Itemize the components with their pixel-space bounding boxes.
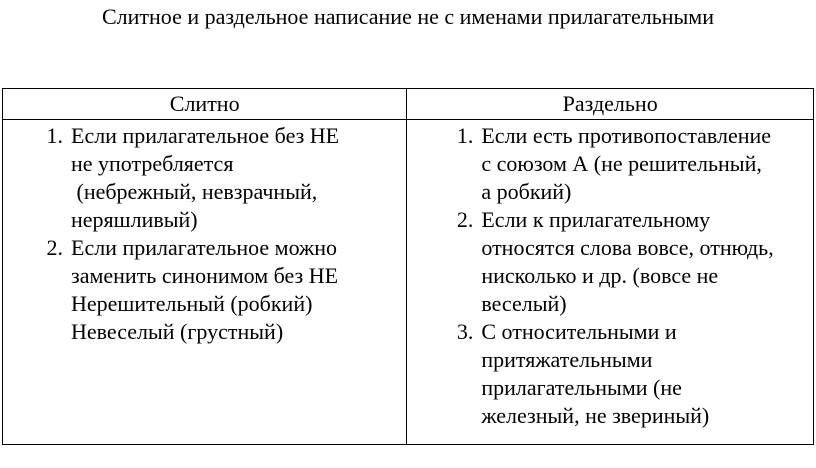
list-item [3, 122, 406, 234]
item-number: 2. [46, 235, 63, 260]
header-row [3, 89, 814, 120]
item-number: 1. [46, 123, 63, 148]
item-text-line: С относительными и [481, 319, 677, 344]
item-text-line: Если есть противопоставление [481, 123, 772, 148]
item-number: 2. [456, 207, 474, 232]
item-text-line: Если прилагательное без НЕ [71, 123, 340, 148]
item-text-line: железный, не звериный) [481, 403, 710, 428]
item-text-line: неряшливый) [71, 207, 198, 232]
item-number: 1. [456, 123, 474, 148]
item-text-line: Если прилагательное можно [71, 235, 338, 260]
item-text-line: а робкий) [481, 179, 572, 204]
item-text-line: (небрежный, невзрачный, [71, 179, 318, 204]
item-text-line: веселый) [481, 291, 567, 316]
item-text-line: заменить синонимом без НЕ [71, 263, 339, 288]
column-header-together: Слитно [3, 89, 407, 120]
item-text-line: прилагательными (не [481, 375, 682, 400]
page-title: Слитное и раздельное написание не с именами прилагательными [101, 4, 714, 29]
list-item [407, 206, 813, 318]
rules-row [3, 120, 814, 445]
list-item [407, 122, 813, 206]
item-number: 3. [456, 319, 474, 344]
column-header-separate: Раздельно [407, 89, 814, 120]
item-text-line: Нерешительный (робкий) [71, 291, 313, 316]
rules-table [2, 88, 814, 445]
together-rules-cell [3, 120, 407, 445]
item-text-line: Если к прилагательному [481, 207, 711, 232]
item-text-line: относятся слова вовсе, отнюдь, [481, 235, 774, 260]
separate-rules-list [407, 120, 813, 430]
list-item [407, 318, 813, 430]
item-text-line: Невеселый (грустный) [71, 319, 284, 344]
item-text-line: не употребляется [71, 151, 234, 176]
separate-rules-cell [407, 120, 814, 445]
together-rules-list [3, 120, 406, 346]
list-item [3, 234, 406, 346]
item-text-line: с союзом А (не решительный, [481, 151, 762, 176]
item-text-line: притяжательными [481, 347, 653, 372]
item-text-line: нисколько и др. (вовсе не [481, 263, 719, 288]
